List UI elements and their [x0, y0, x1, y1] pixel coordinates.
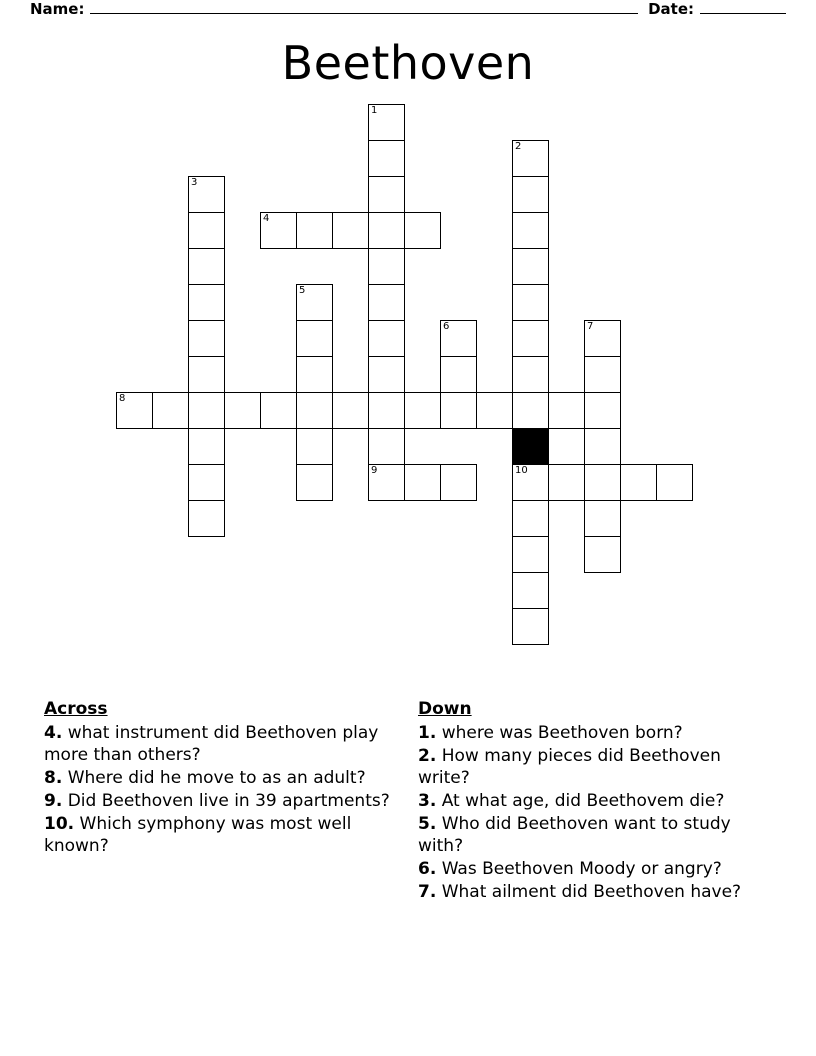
clue-number: 3. — [418, 791, 437, 811]
grid-cell[interactable] — [512, 536, 549, 573]
crossword-grid[interactable] — [0, 104, 816, 704]
clue-item — [44, 722, 392, 766]
clue-item — [44, 813, 392, 857]
clue-item — [418, 881, 766, 903]
grid-cell[interactable] — [368, 428, 405, 465]
cell-number: 10 — [515, 465, 528, 476]
clue-number: 9. — [44, 791, 63, 811]
grid-cell[interactable] — [584, 428, 621, 465]
clue-text: At what age, did Beethovem die? — [436, 791, 725, 811]
cell-number: 2 — [515, 141, 522, 152]
grid-cell[interactable] — [548, 392, 585, 429]
grid-cell[interactable] — [332, 392, 369, 429]
grid-cell[interactable] — [656, 464, 693, 501]
name-label: Name: — [30, 0, 85, 18]
clue-number: 6. — [418, 859, 437, 879]
grid-cell[interactable] — [188, 356, 225, 393]
clue-text: What ailment did Beethoven have? — [436, 882, 742, 902]
grid-cell[interactable] — [584, 536, 621, 573]
grid-cell[interactable] — [188, 464, 225, 501]
grid-cell[interactable] — [548, 464, 585, 501]
grid-cell[interactable] — [476, 392, 513, 429]
grid-cell[interactable] — [368, 104, 405, 141]
clue-text: where was Beethoven born? — [436, 723, 683, 743]
grid-cell[interactable] — [512, 356, 549, 393]
grid-cell[interactable] — [404, 464, 441, 501]
page-title: Beethoven — [281, 36, 535, 90]
grid-cell[interactable] — [224, 392, 261, 429]
grid-cell[interactable] — [188, 428, 225, 465]
grid-cell[interactable] — [512, 140, 549, 177]
grid-cell[interactable] — [584, 320, 621, 357]
grid-cell[interactable] — [296, 428, 333, 465]
grid-cell[interactable] — [404, 392, 441, 429]
clue-item — [418, 722, 766, 744]
grid-cell[interactable] — [188, 320, 225, 357]
grid-cell[interactable] — [296, 320, 333, 357]
cell-number: 6 — [443, 321, 450, 332]
grid-cell[interactable] — [368, 320, 405, 357]
clue-text: Was Beethoven Moody or angry? — [436, 859, 722, 879]
clue-item — [44, 767, 392, 789]
grid-cell[interactable] — [512, 572, 549, 609]
clue-number: 10. — [44, 814, 75, 834]
grid-cell[interactable] — [296, 356, 333, 393]
clue-number: 7. — [418, 882, 437, 902]
grid-cell[interactable] — [404, 212, 441, 249]
cell-number: 5 — [299, 285, 306, 296]
grid-cell[interactable] — [512, 500, 549, 537]
clue-text: Where did he move to as an adult? — [62, 768, 366, 788]
down-column — [418, 698, 766, 904]
clue-number: 1. — [418, 723, 437, 743]
cell-number: 9 — [371, 465, 378, 476]
grid-cell[interactable] — [620, 464, 657, 501]
cell-number: 7 — [587, 321, 594, 332]
grid-cell[interactable] — [368, 212, 405, 249]
clue-item — [418, 745, 766, 789]
clue-number: 8. — [44, 768, 63, 788]
clue-number: 5. — [418, 814, 437, 834]
grid-cell[interactable] — [116, 392, 153, 429]
cell-number: 8 — [119, 393, 126, 404]
clue-item — [44, 790, 392, 812]
grid-cell[interactable] — [512, 608, 549, 645]
grid-cell[interactable] — [296, 284, 333, 321]
grid-cell[interactable] — [512, 248, 549, 285]
grid-cell[interactable] — [368, 248, 405, 285]
grid-cell[interactable] — [296, 212, 333, 249]
grid-cell[interactable] — [368, 284, 405, 321]
grid-cell[interactable] — [512, 176, 549, 213]
grid-cell[interactable] — [188, 176, 225, 213]
grid-cell[interactable] — [512, 464, 549, 501]
grid-cell[interactable] — [260, 392, 297, 429]
grid-cell[interactable] — [440, 356, 477, 393]
clue-item — [418, 858, 766, 880]
grid-cell[interactable] — [188, 248, 225, 285]
clue-item — [418, 813, 766, 857]
clue-item — [418, 790, 766, 812]
grid-cell[interactable] — [512, 284, 549, 321]
grid-cell[interactable] — [296, 464, 333, 501]
clue-text: Who did Beethoven want to study with? — [418, 814, 731, 856]
grid-cell[interactable] — [260, 212, 297, 249]
grid-cell[interactable] — [440, 392, 477, 429]
name-write-line[interactable] — [90, 0, 638, 14]
across-column — [44, 698, 392, 904]
down-clue-list — [418, 722, 766, 903]
grid-cell[interactable] — [188, 392, 225, 429]
clue-number: 4. — [44, 723, 63, 743]
grid-cell[interactable] — [368, 392, 405, 429]
clues-section — [44, 698, 774, 904]
grid-cell[interactable] — [584, 392, 621, 429]
grid-cell[interactable] — [368, 356, 405, 393]
grid-cell[interactable] — [152, 392, 189, 429]
down-heading: Down — [418, 699, 472, 719]
clue-text: Did Beethoven live in 39 apartments? — [62, 791, 390, 811]
grid-cell[interactable] — [584, 356, 621, 393]
across-clue-list — [44, 722, 392, 857]
clue-text: How many pieces did Beethoven write? — [418, 746, 721, 788]
grid-cell[interactable] — [188, 212, 225, 249]
date-label: Date: — [648, 0, 694, 18]
grid-cell[interactable] — [296, 392, 333, 429]
cell-number: 1 — [371, 105, 378, 116]
grid-cell[interactable] — [440, 464, 477, 501]
grid-cell[interactable] — [368, 140, 405, 177]
grid-cell[interactable] — [188, 284, 225, 321]
grid-cell[interactable] — [512, 320, 549, 357]
cell-number: 3 — [191, 177, 198, 188]
grid-cell[interactable] — [584, 464, 621, 501]
cell-number: 4 — [263, 213, 270, 224]
header — [30, 0, 786, 28]
across-heading: Across — [44, 699, 108, 719]
grid-cell-blocked — [512, 428, 549, 465]
date-write-line[interactable] — [700, 0, 786, 14]
grid-cell[interactable] — [584, 500, 621, 537]
grid-cell[interactable] — [368, 176, 405, 213]
grid-cell[interactable] — [440, 320, 477, 357]
grid-cell[interactable] — [512, 212, 549, 249]
clue-number: 2. — [418, 746, 437, 766]
clue-text: what instrument did Beethoven play more than others? — [44, 723, 379, 765]
grid-cell[interactable] — [188, 500, 225, 537]
grid-cell[interactable] — [332, 212, 369, 249]
clue-text: Which symphony was most well known? — [44, 814, 352, 856]
grid-cell[interactable] — [368, 464, 405, 501]
